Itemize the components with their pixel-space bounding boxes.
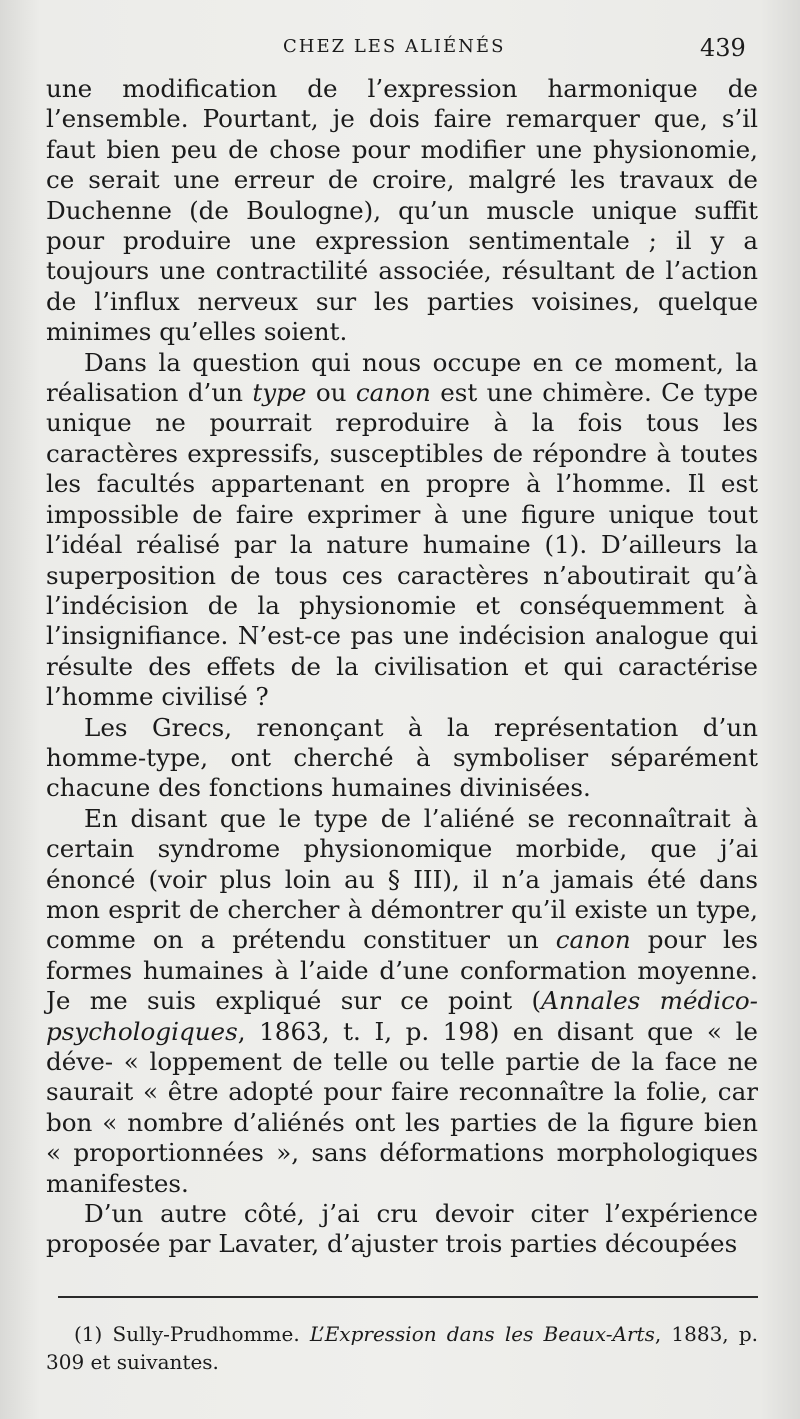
text-run: est une chimère. Ce type unique ne pourrait reproduire à la fois tous les caractères expressifs, susceptibles de répondre à toutes les facultés appartenant en propre à l’homme. Il est impossible de faire exprimer à une figure unique tout l’idéal réalisé par la nature humaine (1). D’ailleurs la superposition de tous ces caractères n’aboutirait qu’à l’indécision de la physionomie et conséquemment à l’insignifiance. N’est-ce pas une indécision analogue qui résulte des effets de la civilisation et qui caractérise l’homme civilisé ? xyxy=(46,378,758,712)
footnote xyxy=(46,1320,758,1376)
footnote-text xyxy=(46,1320,758,1376)
paragraph xyxy=(46,713,758,804)
text-run: D’un autre côté, j’ai cru devoir citer l’expérience proposée par Lavater, d’ajuster trois parties découpées xyxy=(46,1199,758,1259)
paragraph xyxy=(46,804,758,1199)
text-run: ou xyxy=(306,378,356,408)
text-run: pour les formes humaines à l’aide d’une conformation moyenne. Je me suis expliqué sur ce point ( xyxy=(46,925,758,1016)
italic-text: type xyxy=(252,378,307,408)
footnote-separator xyxy=(58,1296,758,1298)
body-text xyxy=(46,74,758,1260)
italic-text: Annales médico-psychologiques xyxy=(46,986,758,1046)
running-head: CHEZ LES ALIÉNÉS xyxy=(283,36,506,57)
paragraph xyxy=(46,74,758,348)
italic-text: canon xyxy=(355,378,431,408)
text-run: En disant que le type de l’aliéné se reconnaîtrait à certain syndrome physionomique morbide, que j’ai énoncé (voir plus loin au § III), il n’a jamais été dans mon esprit de chercher à démontrer qu’il existe un type, comme on a prétendu constituer un xyxy=(46,803,758,955)
italic-text: L’Expression dans les Beaux-Arts xyxy=(309,1322,655,1346)
text-run: une modification de l’expression harmonique de l’ensemble. Pourtant, je dois faire remarquer que, s’il faut bien peu de chose pour modifier une physionomie, ce serait une erreur de croire, malgré les travaux de Duchenne (de Boulogne), qu’un muscle unique suffit pour produire une expression sentimentale ; il y a toujours une contractilité associée, résultant de l’action de l’influx nerveux sur les parties voisines, quelque minimes qu’elles soient. xyxy=(46,74,758,347)
paragraph xyxy=(46,1199,758,1260)
text-run: , 1883, p. 309 et suivantes. xyxy=(46,1322,758,1374)
italic-text: canon xyxy=(555,925,631,955)
text-run: (1) Sully-Prudhomme. xyxy=(74,1322,310,1346)
page-header xyxy=(0,34,800,74)
text-run: , 1863, t. I, p. 198) en disant que « le déve- « loppement de telle ou telle partie de la face ne saurait « être adopté pour faire reconnaître la folie, car bon « nombre d’aliénés ont les parties de la figure bien « proportionnées », sans déformations morphologiques manifestes. xyxy=(46,1016,758,1198)
text-run: Les Grecs, renonçant à la représentation d’un homme-type, ont cherché à symboliser séparément chacune des fonctions humaines divinisées. xyxy=(46,712,758,803)
paragraph xyxy=(46,348,758,713)
page-number: 439 xyxy=(700,34,746,62)
text-run: Dans la question qui nous occupe en ce moment, la réalisation d’un xyxy=(46,347,758,408)
